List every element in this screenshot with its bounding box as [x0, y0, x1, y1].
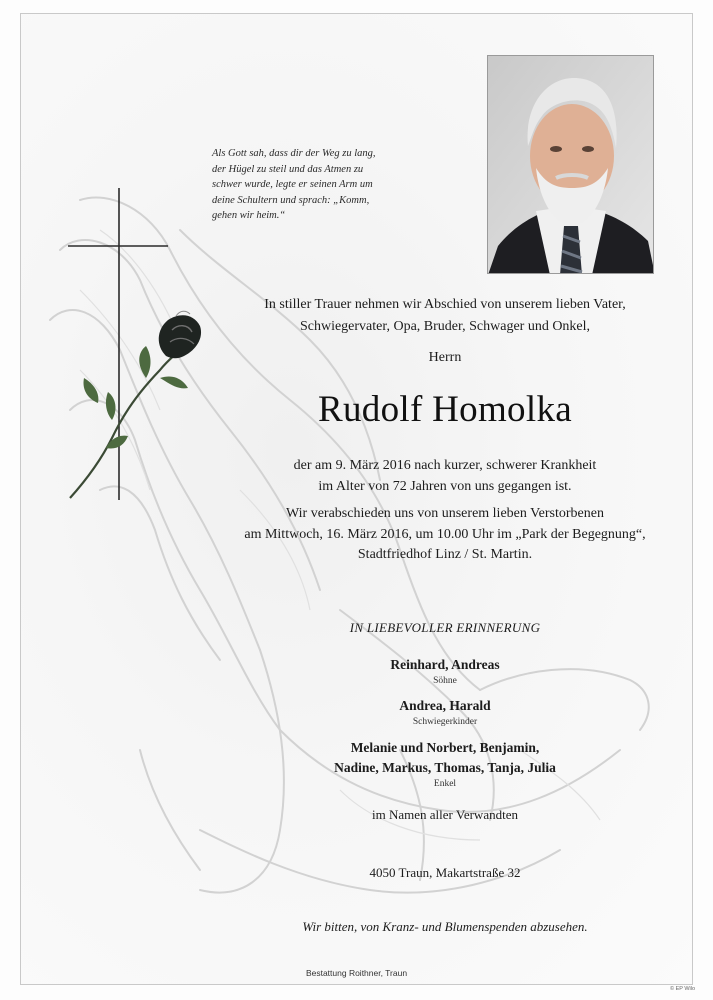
funeral-line: am Mittwoch, 16. März 2016, um 10.00 Uhr im „Park der Begegnung“,	[244, 526, 646, 542]
poem-line: der Hügel zu steil und das Atmen zu	[212, 163, 364, 175]
address-line: 4050 Traun, Makartstraße 32	[369, 865, 521, 880]
copyright-mark: © EP Wilo	[670, 986, 696, 992]
undertaker-credit: Bestattung Roithner, Traun	[305, 968, 408, 978]
intro-line: Schwiegervater, Opa, Bruder, Schwager und Onkel,	[299, 318, 591, 334]
death-notice	[190, 455, 700, 497]
family-group-sons	[190, 655, 700, 687]
family-role: Söhne	[433, 676, 457, 686]
funeral-line: Stadtfriedhof Linz / St. Martin.	[357, 547, 533, 562]
portrait-photo	[487, 55, 654, 274]
poem-line: deine Schultern und sprach: „Komm,	[212, 194, 370, 206]
funeral-line: Wir verabschieden uns von unserem lieben Verstorbenen	[286, 506, 604, 521]
family-names: Melanie und Norbert, Benjamin,	[350, 740, 540, 755]
cross-icon	[68, 188, 208, 508]
family-role: Schwiegerkinder	[412, 717, 478, 727]
deceased-name: Rudolf Homolka	[318, 389, 572, 430]
poem-line: Als Gott sah, dass dir der Weg zu lang,	[212, 148, 376, 159]
intro-line: In stiller Trauer nehmen wir Abschied von unserem lieben Vater,	[264, 297, 626, 312]
funeral-details	[190, 504, 700, 566]
behalf-line: im Namen aller Verwandten	[372, 807, 518, 822]
poem	[212, 146, 402, 224]
death-line: im Alter von 72 Jahren von uns gegangen ist.	[318, 479, 572, 494]
intro-text	[190, 294, 700, 337]
memory-heading: IN LIEBEVOLLER ERINNERUNG	[349, 620, 541, 635]
death-line: der am 9. März 2016 nach kurzer, schwerer Krankheit	[293, 458, 597, 473]
family-names: Nadine, Markus, Thomas, Tanja, Julia	[334, 760, 556, 775]
family-group-grandchildren	[190, 738, 700, 790]
poem-line: gehen wir heim.“	[212, 210, 286, 222]
family-role: Enkel	[433, 779, 457, 789]
family-names: Reinhard, Andreas	[390, 657, 500, 672]
poem-line: schwer wurde, legte er seinen Arm um	[212, 179, 373, 191]
rose-icon	[70, 311, 201, 498]
family-names: Andrea, Harald	[399, 698, 491, 713]
donation-request: Wir bitten, von Kranz- und Blumenspenden abzusehen.	[302, 919, 588, 934]
family-group-in-laws	[190, 696, 700, 728]
salutation: Herrn	[428, 350, 462, 365]
